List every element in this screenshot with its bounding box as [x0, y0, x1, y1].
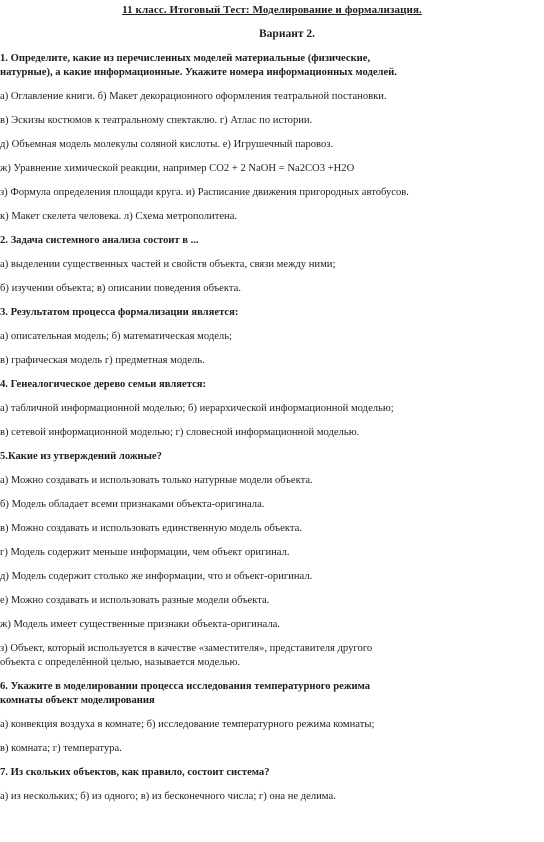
question-line: комнаты объект моделирования	[0, 695, 155, 706]
answer-line: б) изучении объекта; в) описании поведения объекта.	[0, 283, 241, 294]
answer-line: а) табличной информационной моделью; б) иерархической информационной моделью;	[0, 403, 394, 414]
question-line: 7. Из скольких объектов, как правило, состоит система?	[0, 767, 270, 778]
answer-line: а) Оглавление книги. б) Макет декорационного оформления театральной постановки.	[0, 91, 387, 102]
variant-heading: Вариант 2.	[259, 28, 315, 40]
answer-line: в) графическая модель г) предметная модель.	[0, 355, 205, 366]
answer-line: д) Объемная модель молекулы соляной кислоты. е) Игрушечный паровоз.	[0, 139, 334, 150]
question-line: 6. Укажите в моделировании процесса исследования температурного режима	[0, 681, 371, 692]
question-line: 5.Какие из утверждений ложные?	[0, 451, 162, 462]
answer-line: ж) Модель имеет существенные признаки объекта-оригинала.	[0, 619, 280, 630]
answer-line: к) Макет скелета человека. л) Схема метрополитена.	[0, 211, 238, 222]
answer-line: д) Модель содержит столько же информации, что и объект-оригинал.	[0, 571, 313, 582]
document-title: 11 класс. Итоговый Тест: Моделирование и формализация.	[122, 4, 422, 16]
question-line: 3. Результатом процесса формализации является:	[0, 307, 239, 318]
question-line: 4. Генеалогическое дерево семьи является:	[0, 379, 207, 390]
answer-line: з) Формула определения площади круга. и) Расписание движения пригородных автобусов.	[0, 187, 409, 198]
answer-line: е) Можно создавать и использовать разные модели объекта.	[0, 595, 270, 606]
answer-line: ж) Уравнение химической реакции, например CO2 + 2 NaOH = Na2CO3 +H2O	[0, 163, 355, 174]
answer-line: а) Можно создавать и использовать только натурные модели объекта.	[0, 475, 313, 486]
answer-line: в) Можно создавать и использовать единственную модель объекта.	[0, 523, 302, 534]
answer-line: а) из нескольких; б) из одного; в) из бесконечного числа; г) она не делима.	[0, 791, 336, 802]
answer-line: объекта с определённой целью, называется моделью.	[0, 657, 241, 668]
answer-line: в) комната; г) температура.	[0, 743, 122, 754]
answer-line: з) Объект, который используется в качестве «заместителя», представителя другого	[0, 643, 373, 654]
question-line: натурные), а какие информационные. Укажите номера информационных моделей.	[0, 67, 397, 78]
answer-line: в) сетевой информационной моделью; г) словесной информационной моделью.	[0, 427, 360, 438]
answer-line: б) Модель обладает всеми признаками объекта-оригинала.	[0, 499, 265, 510]
answer-line: а) конвекция воздуха в комнате; б) исследование температурного режима комнаты;	[0, 719, 375, 730]
answer-line: а) выделении существенных частей и свойств объекта, связи между ними;	[0, 259, 336, 270]
question-line: 2. Задача системного анализа состоит в ...	[0, 235, 199, 246]
answer-line: в) Эскизы костюмов к театральному спектаклю. г) Атлас по истории.	[0, 115, 313, 126]
answer-line: г) Модель содержит меньше информации, чем объект оригинал.	[0, 547, 290, 558]
question-line: 1. Определите, какие из перечисленных моделей материальные (физические,	[0, 53, 371, 64]
answer-line: а) описательная модель; б) математическая модель;	[0, 331, 232, 342]
